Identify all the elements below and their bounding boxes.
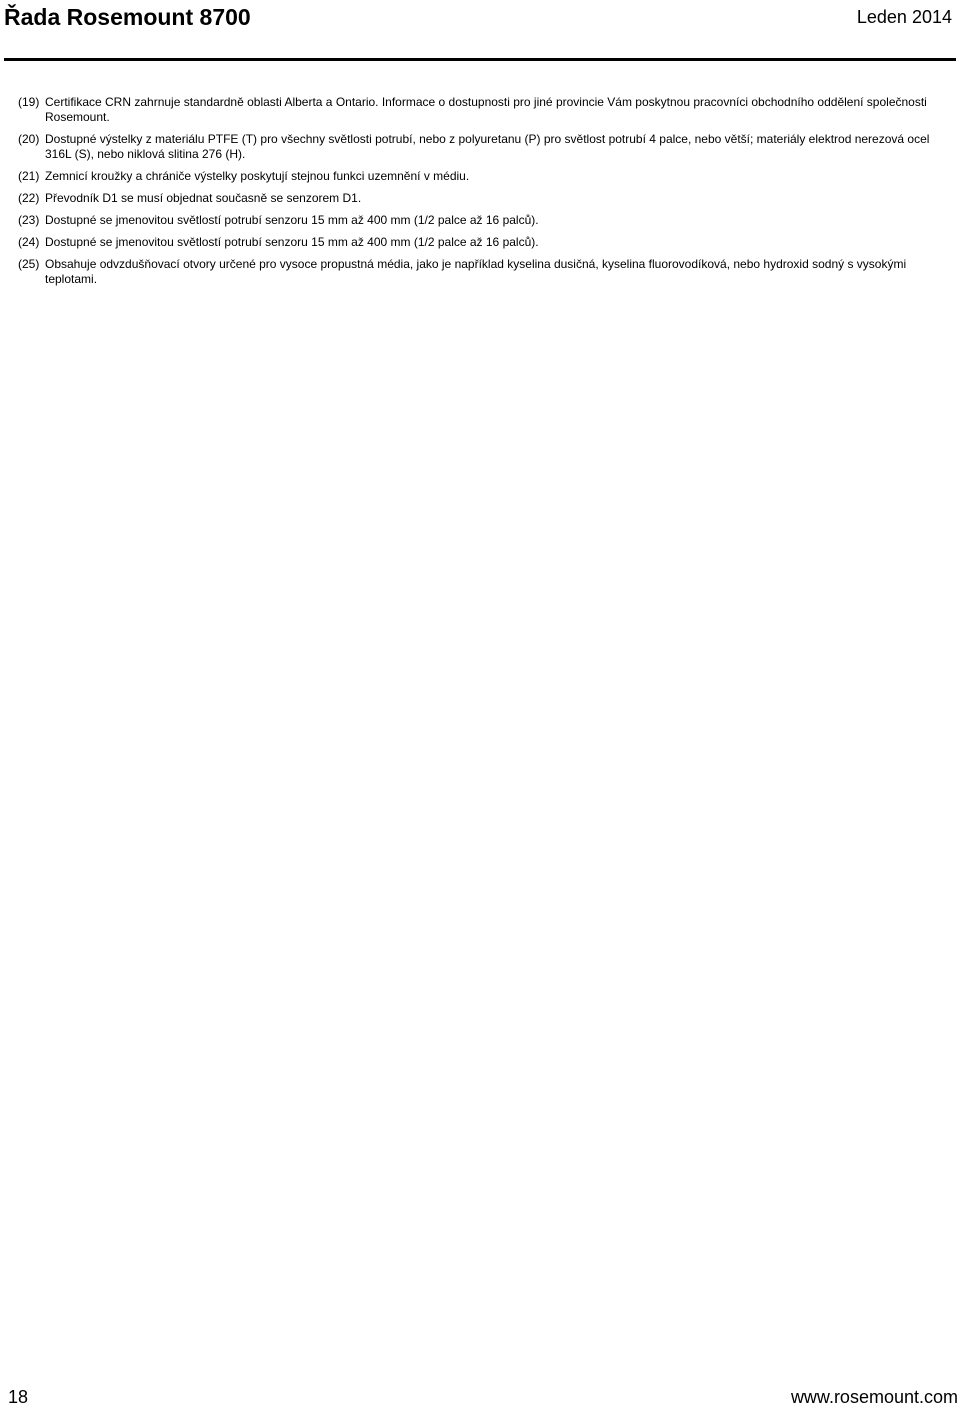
footnote-24 xyxy=(18,235,938,250)
footnote-25 xyxy=(18,257,938,287)
footnote-text: Dostupné výstelky z materiálu PTFE (T) pro všechny světlosti potrubí, nebo z polyuretanu (P) pro světlost potrubí 4 palce, nebo větší; materiály elektrod nerezová ocel 316L (S), nebo niklová slitina 276 (H). xyxy=(45,132,930,161)
footnote-21 xyxy=(18,169,938,184)
footnote-text: Převodník D1 se musí objednat současně se senzorem D1. xyxy=(45,191,362,205)
footnote-text: Obsahuje odvzdušňovací otvory určené pro vysoce propustná média, jako je například kyselina dusičná, kyselina fluorovodíková, nebo hydroxid sodný s vysokými teplotami. xyxy=(45,257,907,286)
footnote-number: (19) xyxy=(18,95,40,109)
footnote-number: (24) xyxy=(18,235,40,249)
page-number: 18 xyxy=(8,1387,29,1407)
footnote-number: (25) xyxy=(18,257,40,271)
footnote-20 xyxy=(18,132,938,162)
footnote-list xyxy=(18,95,938,294)
footnote-number: (20) xyxy=(18,132,40,146)
footnote-text: Certifikace CRN zahrnuje standardně oblasti Alberta a Ontario. Informace o dostupnosti pro jiné provincie Vám poskytnou pracovníci obchodního oddělení společnosti Rosemount. xyxy=(45,95,927,124)
footer-url: www.rosemount.com xyxy=(790,1387,958,1407)
footnote-text: Zemnicí kroužky a chrániče výstelky poskytují stejnou funkci uzemnění v médiu. xyxy=(45,169,470,183)
footnote-22 xyxy=(18,191,938,206)
footnote-number: (22) xyxy=(18,191,40,205)
page-header xyxy=(4,0,956,62)
footnote-text: Dostupné se jmenovitou světlostí potrubí senzoru 15 mm až 400 mm (1/2 palce až 16 palců). xyxy=(45,235,539,249)
footnote-number: (23) xyxy=(18,213,40,227)
document-title: Řada Rosemount 8700 xyxy=(4,4,251,30)
header-divider xyxy=(4,58,956,61)
page-footer xyxy=(8,1386,958,1410)
footnote-text: Dostupné se jmenovitou světlostí potrubí senzoru 15 mm až 400 mm (1/2 palce až 16 palců). xyxy=(45,213,539,227)
footnote-19 xyxy=(18,95,938,125)
footnote-number: (21) xyxy=(18,169,40,183)
document-date: Leden 2014 xyxy=(856,7,952,27)
footnote-23 xyxy=(18,213,938,228)
